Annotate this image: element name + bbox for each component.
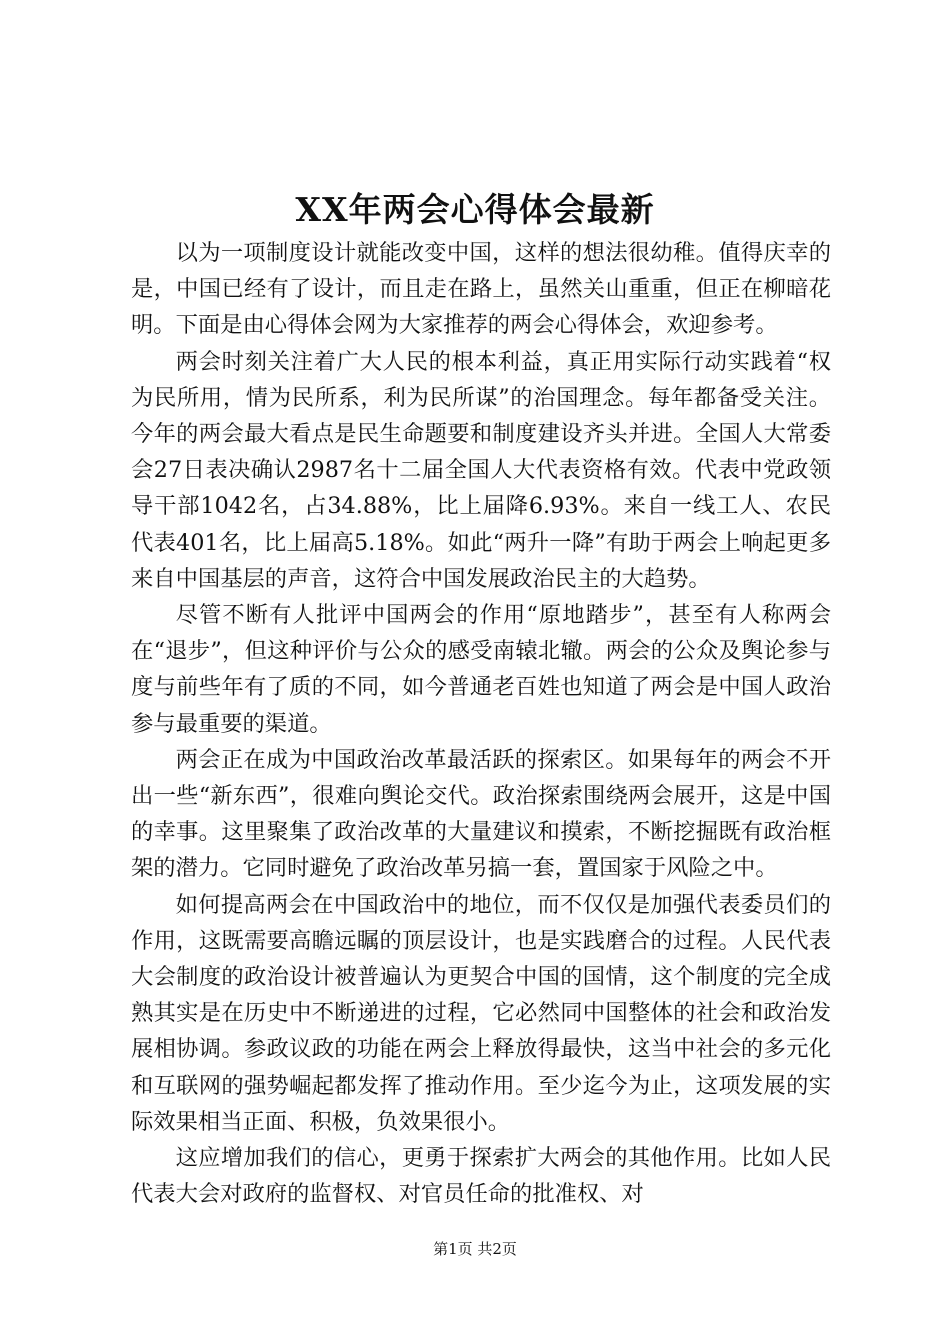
document-title: XX年两会心得体会最新 xyxy=(295,190,655,229)
paragraph: 这应增加我们的信心，更勇于探索扩大两会的其他作用。比如人民代表大会对政府的监督权、对官员任命的批准权、对 xyxy=(131,1145,831,1208)
paragraph: 两会正在成为中国政治改革最活跃的探索区。如果每年的两会不开出一些“新东西”，很难向舆论交代。政治探索围绕两会展开，这是中国的幸事。这里聚集了政治改革的大量建议和摸索，不断挖掘既有政治框架的潜力。它同时避免了政治改革另搞一套，置国家于风险之中。 xyxy=(131,746,831,882)
paragraph: 两会时刻关注着广大人民的根本利益，真正用实际行动实践着“权为民所用，情为民所系，利为民所谋”的治国理念。每年都备受关注。今年的两会最大看点是民生命题要和制度建设齐头并进。全国人大常委会27日表决确认2987名十二届全国人大代表资格有效。代表中党政领导干部1042名，占34.88%，比上届降6.93%。来自一线工人、农民代表401名，比上届高5.18%。如此“两升一降”有助于两会上响起更多来自中国基层的声音，这符合中国发展政治民主的大趋势。 xyxy=(131,348,831,592)
paragraph: 如何提高两会在中国政治中的地位，而不仅仅是加强代表委员们的作用，这既需要高瞻远瞩的顶层设计，也是实践磨合的过程。人民代表大会制度的政治设计被普遍认为更契合中国的国情，这个制度的完全成熟其实是在历史中不断递进的过程，它必然同中国整体的社会和政治发展相协调。参政议政的功能在两会上释放得最快，这当中社会的多元化和互联网的强势崛起都发挥了推动作用。至少迄今为止，这项发展的实际效果相当正面、积极，负效果很小。 xyxy=(131,891,831,1135)
document-body xyxy=(131,235,831,1212)
page-number-footer: 第1页 共2页 xyxy=(433,1240,517,1258)
paragraph: 尽管不断有人批评中国两会的作用“原地踏步”，甚至有人称两会在“退步”，但这种评价与公众的感受南辕北辙。两会的公众及舆论参与度与前些年有了质的不同，如今普通老百姓也知道了两会是中国人政治参与最重要的渠道。 xyxy=(131,602,831,737)
paragraph: 以为一项制度设计就能改变中国，这样的想法很幼稚。值得庆幸的是，中国已经有了设计，而且走在路上，虽然关山重重，但正在柳暗花明。下面是由心得体会网为大家推荐的两会心得体会，欢迎参考。 xyxy=(131,240,831,339)
